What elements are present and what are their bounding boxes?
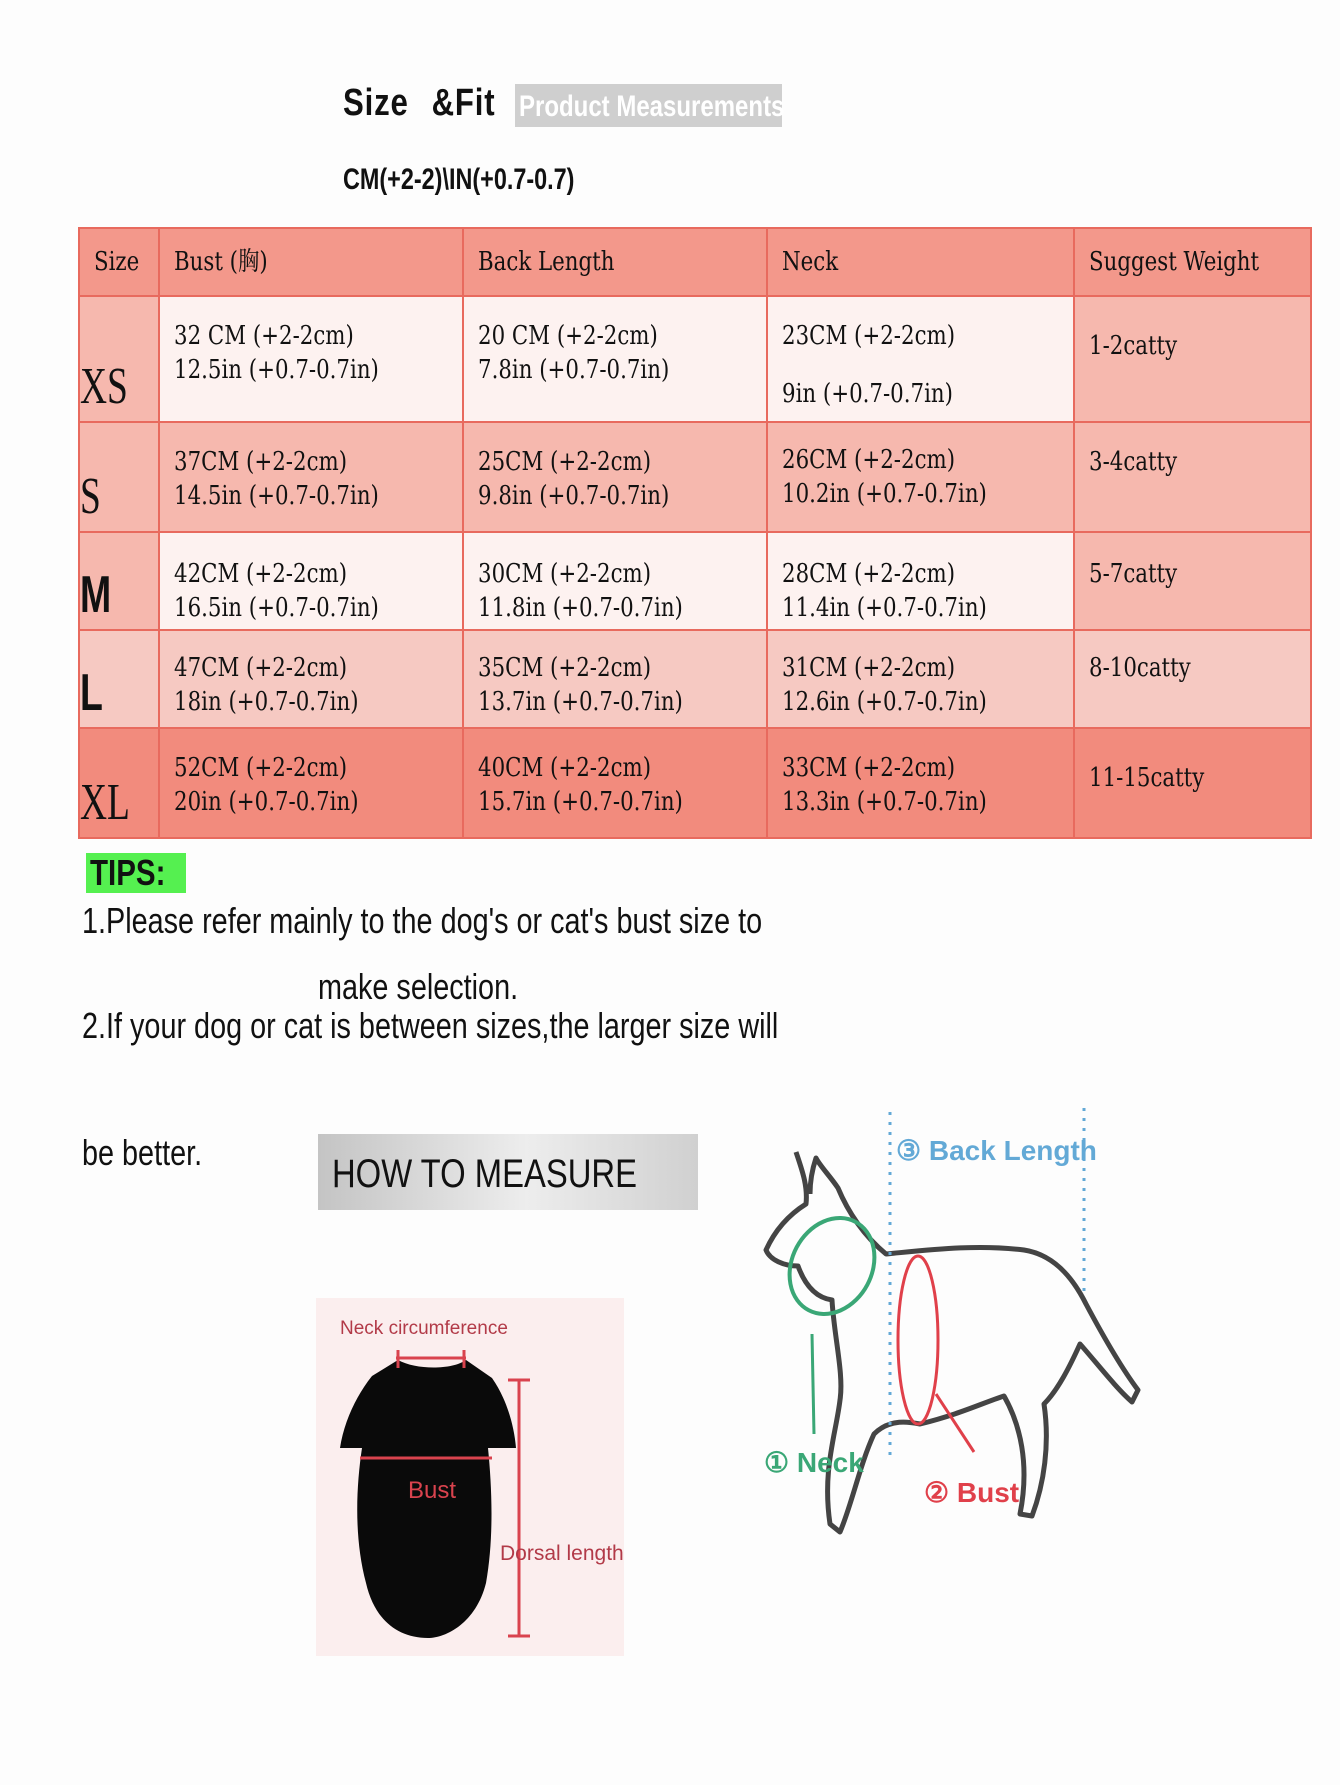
tip-1-line-2: make selection. (318, 966, 519, 1007)
tolerance-note: CM(+2-2)\IN(+0.7-0.7) (343, 163, 575, 196)
table-header-row (79, 228, 1311, 296)
bust-cell: 37CM (+2-2cm) 14.5in (+0.7-0.7in) (159, 422, 463, 532)
back-length-cell: 25CM (+2-2cm) 9.8in (+0.7-0.7in) (463, 422, 767, 532)
product-measurements-badge (515, 84, 785, 127)
table-row (79, 630, 1311, 728)
weight-cell: 8-10catty (1074, 630, 1311, 728)
back-length-cell: 30CM (+2-2cm) 11.8in (+0.7-0.7in) (463, 532, 767, 630)
tip-1-line-1: 1.Please refer mainly to the dog's or cat's bust size to (82, 900, 763, 941)
neck-cell: 31CM (+2-2cm) 12.6in (+0.7-0.7in) (767, 630, 1073, 728)
weight-cell: 5-7catty (1074, 532, 1311, 630)
neck-circumference-label: Neck circumference (340, 1318, 508, 1339)
neck-cell: 23CM (+2-2cm) 9in (+0.7-0.7in) (767, 296, 1073, 422)
back-length-cell: 20 CM (+2-2cm) 7.8in (+0.7-0.7in) (463, 296, 767, 422)
back-length-label: ③ Back Length (896, 1135, 1097, 1166)
header-bust: Bust (胸) (159, 228, 463, 296)
table-row (79, 296, 1311, 422)
bust-cell: 47CM (+2-2cm) 18in (+0.7-0.7in) (159, 630, 463, 728)
neck-cell: 28CM (+2-2cm) 11.4in (+0.7-0.7in) (767, 532, 1073, 630)
size-cell: M (79, 532, 159, 630)
tip-2-line-1: 2.If your dog or cat is between sizes,the larger size will (82, 1005, 779, 1046)
how-to-measure-label: HOW TO MEASURE (332, 1152, 637, 1196)
neck-pointer-line (812, 1334, 814, 1434)
dog-measure-diagram (740, 1104, 1160, 1564)
table-row (79, 422, 1311, 532)
bust-measure-ring (898, 1256, 938, 1424)
title-size: Size (343, 82, 409, 124)
size-chart-table (78, 227, 1312, 839)
bust-label: Bust (408, 1477, 457, 1504)
table-row (79, 532, 1311, 630)
neck-label: ① Neck (764, 1447, 864, 1478)
weight-cell: 11-15catty (1074, 728, 1311, 838)
title-fit: &Fit (431, 82, 496, 124)
bust-pointer-line (936, 1394, 974, 1452)
shirt-measure-diagram (316, 1298, 624, 1656)
tip-2-line-2: be better. (82, 1132, 203, 1173)
tips-label: TIPS: (86, 853, 186, 893)
dorsal-length-label: Dorsal length (500, 1542, 624, 1565)
bust-label: ② Bust (924, 1477, 1020, 1508)
back-length-cell: 35CM (+2-2cm) 13.7in (+0.7-0.7in) (463, 630, 767, 728)
header-neck: Neck (767, 228, 1073, 296)
header-back-length: Back Length (463, 228, 767, 296)
header-suggest-weight: Suggest Weight (1074, 228, 1311, 296)
back-length-cell: 40CM (+2-2cm) 15.7in (+0.7-0.7in) (463, 728, 767, 838)
size-cell: XS (79, 296, 159, 422)
table-row (79, 728, 1311, 838)
weight-cell: 3-4catty (1074, 422, 1311, 532)
weight-cell: 1-2catty (1074, 296, 1311, 422)
header-size: Size (79, 228, 159, 296)
badge-label: Product Measurements (519, 90, 785, 123)
bust-cell: 52CM (+2-2cm) 20in (+0.7-0.7in) (159, 728, 463, 838)
neck-cell: 26CM (+2-2cm) 10.2in (+0.7-0.7in) (767, 422, 1073, 532)
size-cell: S (79, 422, 159, 532)
bust-cell: 32 CM (+2-2cm) 12.5in (+0.7-0.7in) (159, 296, 463, 422)
neck-cell: 33CM (+2-2cm) 13.3in (+0.7-0.7in) (767, 728, 1073, 838)
size-cell: L (79, 630, 159, 728)
page-title (343, 82, 495, 125)
size-cell: XL (79, 728, 159, 838)
bust-cell: 42CM (+2-2cm) 16.5in (+0.7-0.7in) (159, 532, 463, 630)
how-to-measure-banner (318, 1134, 698, 1210)
